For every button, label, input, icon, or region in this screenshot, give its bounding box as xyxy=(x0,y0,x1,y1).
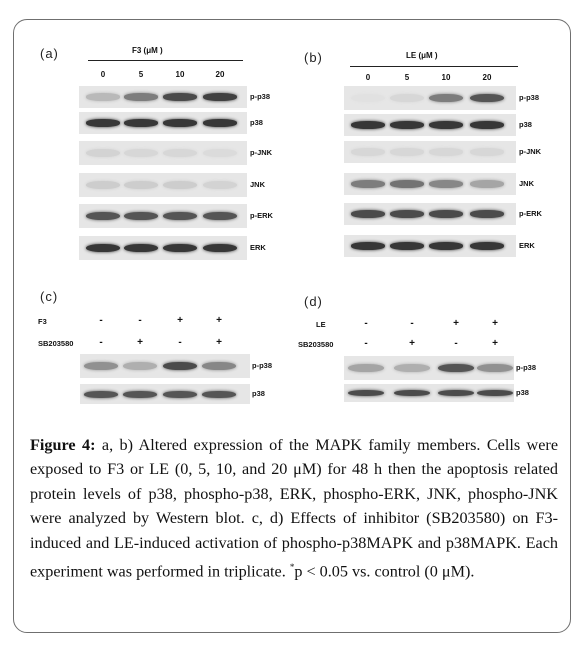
blot-c-p-p38 xyxy=(80,354,250,378)
panel-c-row-f3: F3 xyxy=(38,317,47,326)
band-a-p38-1 xyxy=(124,119,158,127)
band-c-p-p38-2 xyxy=(163,362,197,370)
panel-a-treatment-line xyxy=(88,60,243,61)
band-b-p-JNK-0 xyxy=(351,148,385,156)
blot-label-b-ERK: ERK xyxy=(519,241,535,250)
panel-c-sign-1-3: + xyxy=(216,337,222,348)
band-b-p-p38-2 xyxy=(429,94,463,102)
panel-c-label: (c) xyxy=(40,289,59,304)
band-c-p-p38-0 xyxy=(84,362,118,370)
band-a-p-p38-1 xyxy=(124,93,158,101)
band-b-JNK-1 xyxy=(390,180,424,188)
panel-c-sign-0-1: - xyxy=(138,315,142,326)
band-d-p38-1 xyxy=(394,390,430,396)
blot-label-c-p38: p38 xyxy=(252,389,265,398)
blot-a-p-ERK xyxy=(79,204,247,228)
band-b-p-JNK-3 xyxy=(470,148,504,156)
band-b-JNK-3 xyxy=(470,180,504,188)
blot-label-c-p-p38: p-p38 xyxy=(252,361,273,370)
band-b-p-ERK-0 xyxy=(351,210,385,218)
band-a-p-p38-2 xyxy=(163,93,197,101)
blot-a-p38 xyxy=(79,112,247,134)
panel-b-treatment-line xyxy=(350,66,518,67)
panel-b-conc-1: 5 xyxy=(404,73,410,82)
band-d-p38-3 xyxy=(477,390,513,396)
band-a-p-JNK-3 xyxy=(203,149,237,157)
band-c-p38-1 xyxy=(123,391,157,398)
band-a-ERK-2 xyxy=(163,244,197,252)
panel-c-row-sb203580: SB203580 xyxy=(38,339,74,348)
panel-d-sign-0-3: + xyxy=(492,318,498,329)
blot-label-d-p-p38: p-p38 xyxy=(516,363,537,372)
band-b-p38-1 xyxy=(390,121,424,129)
band-b-p-p38-1 xyxy=(390,94,424,102)
panel-a-conc-1: 5 xyxy=(138,70,144,79)
band-a-p38-3 xyxy=(203,119,237,127)
band-c-p-p38-3 xyxy=(202,362,236,370)
panel-a-treatment: F3 (μM ) xyxy=(132,46,163,55)
panel-d-sign-0-0: - xyxy=(364,318,368,329)
blot-label-b-JNK: JNK xyxy=(519,179,535,188)
panel-d-sign-1-2: - xyxy=(454,338,458,349)
band-a-p-JNK-0 xyxy=(86,149,120,157)
blot-label-a-p-JNK: p-JNK xyxy=(250,148,273,157)
panel-b-label: (b) xyxy=(304,50,323,65)
panel-d-row-le: LE xyxy=(316,320,326,329)
band-b-p-ERK-2 xyxy=(429,210,463,218)
panel-b-conc-2: 10 xyxy=(441,73,451,82)
band-a-p38-2 xyxy=(163,119,197,127)
blot-label-d-p38: p38 xyxy=(516,388,529,397)
panel-d-sign-0-1: - xyxy=(410,318,414,329)
band-a-JNK-0 xyxy=(86,181,120,189)
band-a-p-JNK-1 xyxy=(124,149,158,157)
panel-c-sign-1-2: - xyxy=(178,337,182,348)
panel-d-row-sb203580: SB203580 xyxy=(298,340,334,349)
band-d-p-p38-1 xyxy=(394,364,430,372)
panel-a-conc-2: 10 xyxy=(175,70,185,79)
band-b-p-ERK-3 xyxy=(470,210,504,218)
band-a-p-ERK-2 xyxy=(163,212,197,220)
blot-d-p-p38 xyxy=(344,356,514,380)
band-a-JNK-3 xyxy=(203,181,237,189)
band-c-p38-3 xyxy=(202,391,236,398)
panel-c-sign-0-3: + xyxy=(216,315,222,326)
band-b-p-JNK-2 xyxy=(429,148,463,156)
caption-label: Figure 4: xyxy=(30,436,96,454)
band-a-p-ERK-3 xyxy=(203,212,237,220)
blot-d-p38 xyxy=(344,384,514,402)
band-b-p38-0 xyxy=(351,121,385,129)
blot-label-a-p-p38: p-p38 xyxy=(250,92,271,101)
band-a-ERK-0 xyxy=(86,244,120,252)
band-d-p38-0 xyxy=(348,390,384,396)
band-b-JNK-0 xyxy=(351,180,385,188)
band-d-p38-2 xyxy=(438,390,474,396)
blot-b-JNK xyxy=(344,173,516,195)
caption-asterisk: * xyxy=(289,562,295,573)
band-b-ERK-1 xyxy=(390,242,424,250)
band-a-p-p38-3 xyxy=(203,93,237,101)
blot-a-p-JNK xyxy=(79,141,247,165)
blot-label-a-JNK: JNK xyxy=(250,180,266,189)
band-b-p38-2 xyxy=(429,121,463,129)
band-a-p-p38-0 xyxy=(86,93,120,101)
panel-a-label: (a) xyxy=(40,46,59,61)
caption-text-1: a, b) Altered expression of the MAPK family members. Cells were exposed to F3 or LE (0, 5, 10, and 20 μM) for 48 h then the apoptosis related protein levels of p38, phospho-p38, ERK, phospho-ERK, JNK, phospho-JNK were analyzed by Western blot. c, d) Effects of inhibitor (SB203580) on F3-induced and LE-induced activation of phospho-p38MAPK and p38MAPK. Each experiment was performed in triplicate. xyxy=(30,436,559,581)
blot-b-p-ERK xyxy=(344,203,516,225)
blot-label-b-p-p38: p-p38 xyxy=(519,93,540,102)
band-d-p-p38-3 xyxy=(477,364,513,372)
band-c-p38-2 xyxy=(163,391,197,398)
blot-a-ERK xyxy=(79,236,247,260)
panel-d-label: (d) xyxy=(304,294,323,309)
band-b-ERK-0 xyxy=(351,242,385,250)
band-b-JNK-2 xyxy=(429,180,463,188)
blot-b-p-JNK xyxy=(344,141,516,163)
blot-b-p-p38 xyxy=(344,86,516,110)
blot-label-b-p38: p38 xyxy=(519,120,532,129)
blot-label-a-p38: p38 xyxy=(250,118,263,127)
band-a-JNK-1 xyxy=(124,181,158,189)
panel-b-treatment: LE (μM ) xyxy=(406,51,438,60)
panel-c-sign-0-2: + xyxy=(177,315,183,326)
blot-label-b-p-ERK: p-ERK xyxy=(519,209,542,218)
panel-c-sign-0-0: - xyxy=(99,315,103,326)
blot-label-b-p-JNK: p-JNK xyxy=(519,147,542,156)
band-d-p-p38-2 xyxy=(438,364,474,372)
panel-a-conc-3: 20 xyxy=(215,70,225,79)
blot-label-a-ERK: ERK xyxy=(250,243,266,252)
band-a-JNK-2 xyxy=(163,181,197,189)
panel-c-sign-1-1: + xyxy=(137,337,143,348)
blot-b-p38 xyxy=(344,114,516,136)
panel-b-conc-3: 20 xyxy=(482,73,492,82)
band-b-p-ERK-1 xyxy=(390,210,424,218)
band-a-p-ERK-0 xyxy=(86,212,120,220)
panel-b-conc-0: 0 xyxy=(365,73,371,82)
band-b-ERK-3 xyxy=(470,242,504,250)
band-a-ERK-1 xyxy=(124,244,158,252)
band-c-p-p38-1 xyxy=(123,362,157,370)
panel-a-conc-0: 0 xyxy=(100,70,106,79)
blot-b-ERK xyxy=(344,235,516,257)
band-b-p-p38-0 xyxy=(351,94,385,102)
figure-caption xyxy=(30,433,558,584)
panel-d-sign-1-3: + xyxy=(492,338,498,349)
panel-d-sign-1-1: + xyxy=(409,338,415,349)
band-b-p38-3 xyxy=(470,121,504,129)
caption-text-2: p < 0.05 vs. control (0 μM). xyxy=(294,562,475,581)
band-c-p38-0 xyxy=(84,391,118,398)
band-a-p-ERK-1 xyxy=(124,212,158,220)
blot-label-a-p-ERK: p-ERK xyxy=(250,211,273,220)
panel-c-sign-1-0: - xyxy=(99,337,103,348)
band-a-ERK-3 xyxy=(203,244,237,252)
blot-c-p38 xyxy=(80,384,250,404)
band-a-p38-0 xyxy=(86,119,120,127)
band-a-p-JNK-2 xyxy=(163,149,197,157)
blot-a-p-p38 xyxy=(79,86,247,108)
band-b-p-p38-3 xyxy=(470,94,504,102)
band-d-p-p38-0 xyxy=(348,364,384,372)
band-b-ERK-2 xyxy=(429,242,463,250)
panel-d-sign-0-2: + xyxy=(453,318,459,329)
band-b-p-JNK-1 xyxy=(390,148,424,156)
panel-d-sign-1-0: - xyxy=(364,338,368,349)
blot-a-JNK xyxy=(79,173,247,197)
